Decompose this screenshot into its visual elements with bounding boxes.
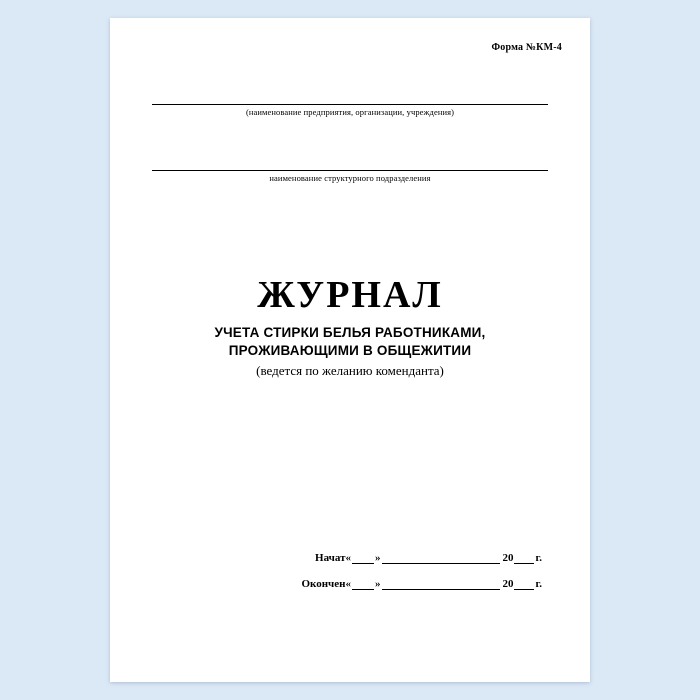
finished-year-input[interactable] (514, 589, 534, 590)
document-subtitle-line-1: УЧЕТА СТИРКИ БЕЛЬЯ РАБОТНИКАМИ, (214, 324, 486, 340)
finished-row[interactable] (110, 578, 590, 590)
organization-name-line[interactable] (152, 90, 548, 105)
organization-name-field[interactable] (152, 90, 548, 117)
organization-name-caption: (наименование предприятия, организации, учреждения) (245, 107, 455, 117)
started-year-input[interactable] (514, 563, 534, 564)
finished-quote-close: » (374, 578, 381, 590)
document-note: (ведется по желанию коменданта) (256, 363, 444, 379)
started-day-input[interactable] (352, 563, 374, 564)
form-code: Форма №КМ-4 (491, 42, 562, 53)
subdivision-name-caption: наименование структурного подразделения (269, 173, 431, 183)
finished-label: Окончен (301, 578, 346, 590)
finished-year-prefix: 20 (502, 578, 514, 590)
started-month-input[interactable] (382, 563, 500, 564)
started-quote-close: » (374, 552, 381, 564)
started-year-suffix: г. (535, 552, 542, 564)
footer-block (110, 552, 590, 604)
finished-quote-open: « (345, 578, 351, 590)
document-sheet (110, 18, 590, 682)
finished-day-input[interactable] (352, 589, 374, 590)
document-subtitle-line-2: ПРОЖИВАЮЩИМИ В ОБЩЕЖИТИИ (228, 343, 472, 359)
started-quote-open: « (345, 552, 351, 564)
subdivision-name-field[interactable] (152, 156, 548, 183)
finished-month-input[interactable] (382, 589, 500, 590)
started-label: Начат (315, 552, 346, 564)
finished-year-suffix: г. (535, 578, 542, 590)
document-title: ЖУРНАЛ (257, 274, 443, 316)
started-row[interactable] (110, 552, 590, 564)
title-block (110, 276, 590, 379)
started-year-prefix: 20 (502, 552, 514, 564)
subdivision-name-line[interactable] (152, 156, 548, 171)
